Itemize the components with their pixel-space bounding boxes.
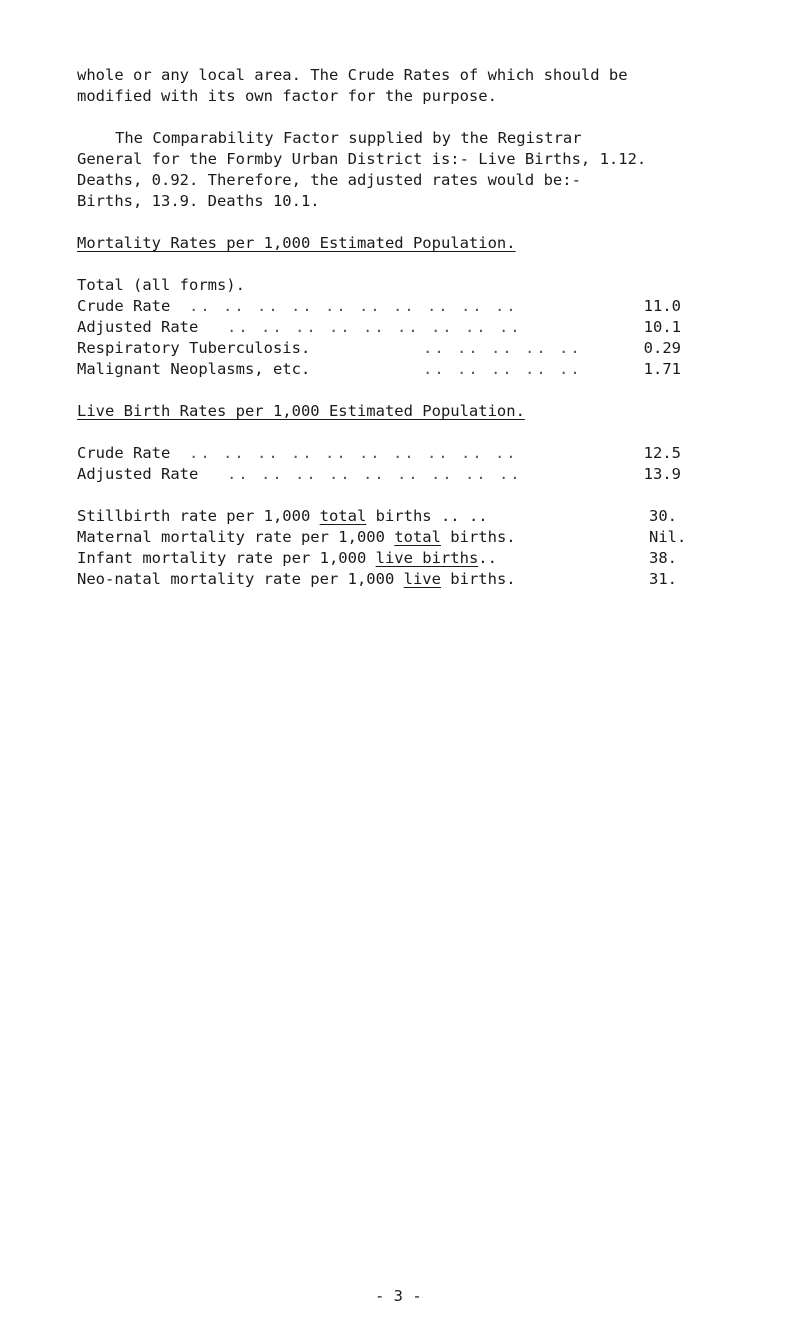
row-label: [77, 570, 516, 588]
leader-dots: .. .. .. .. .. .. .. .. .. ..: [189, 444, 518, 462]
row-label: Adjusted Rate: [77, 465, 199, 483]
intro-line-1: whole or any local area. The Crude Rates of which should be: [77, 66, 628, 84]
label-underlined: live: [403, 570, 441, 588]
label-part: births.: [440, 528, 516, 546]
row-label: Respiratory Tuberculosis.: [77, 339, 311, 357]
mortality-heading: Mortality Rates per 1,000 Estimated Population.: [77, 234, 516, 252]
leader-dots: .. .. .. .. ..: [423, 360, 582, 378]
label-part: Maternal mortality rate per 1,000: [77, 528, 395, 546]
row-label: Crude Rate: [77, 297, 171, 315]
row-value: 13.9: [643, 465, 681, 483]
row-label: [77, 528, 516, 546]
intro-line-2: modified with its own factor for the purpose.: [77, 87, 497, 105]
leader-dots: .. .. .. .. .. .. .. .. .. ..: [189, 297, 518, 315]
mortality-row: [77, 297, 681, 315]
mortality-subheading: Total (all forms).: [77, 276, 245, 294]
mortality-row: [77, 360, 681, 378]
row-value: 12.5: [643, 444, 681, 462]
page-number: - 3 -: [375, 1287, 422, 1305]
label-underlined: total: [394, 528, 441, 546]
row-value: 30.: [649, 507, 677, 525]
live-birth-row: [77, 444, 681, 462]
row-label: Malignant Neoplasms, etc.: [77, 360, 311, 378]
label-part: Stillbirth rate per 1,000: [77, 507, 320, 525]
label-underlined: total: [319, 507, 367, 525]
neonatal-rate-row: [77, 570, 681, 588]
row-value: 38.: [649, 549, 677, 567]
maternal-rate-row: [77, 528, 687, 546]
row-label: Crude Rate: [77, 444, 171, 462]
leader-dots: .. .. .. .. ..: [423, 339, 582, 357]
label-part: births.: [440, 570, 516, 588]
mortality-row: [77, 339, 681, 357]
row-label: [77, 549, 497, 567]
comparability-line-2: General for the Formby Urban District is:- Live Births, 1.12.: [77, 150, 647, 168]
mortality-row: [77, 318, 681, 336]
row-value: 31.: [649, 570, 677, 588]
label-part: births .. ..: [366, 507, 488, 525]
comparability-line-3: Deaths, 0.92. Therefore, the adjusted rates would be:-: [77, 171, 581, 189]
stillbirth-rate-row: [77, 507, 681, 525]
label-part: ..: [478, 549, 497, 567]
comparability-line-4: Births, 13.9. Deaths 10.1.: [77, 192, 320, 210]
row-value: Nil.: [649, 528, 687, 546]
label-underlined: live births: [375, 549, 479, 567]
label-part: Neo-natal mortality rate per 1,000: [77, 570, 404, 588]
comparability-line-1: The Comparability Factor supplied by the Registrar: [115, 129, 582, 147]
row-label: [77, 507, 488, 525]
leader-dots: .. .. .. .. .. .. .. .. ..: [227, 465, 522, 483]
row-label: Adjusted Rate: [77, 318, 199, 336]
row-value: 11.0: [643, 297, 681, 315]
live-birth-row: [77, 465, 681, 483]
row-value: 10.1: [643, 318, 681, 336]
row-value: 0.29: [643, 339, 681, 357]
label-part: Infant mortality rate per 1,000: [77, 549, 376, 567]
row-value: 1.71: [643, 360, 681, 378]
live-birth-heading: Live Birth Rates per 1,000 Estimated Population.: [77, 402, 525, 420]
infant-rate-row: [77, 549, 681, 567]
leader-dots: .. .. .. .. .. .. .. .. ..: [227, 318, 522, 336]
